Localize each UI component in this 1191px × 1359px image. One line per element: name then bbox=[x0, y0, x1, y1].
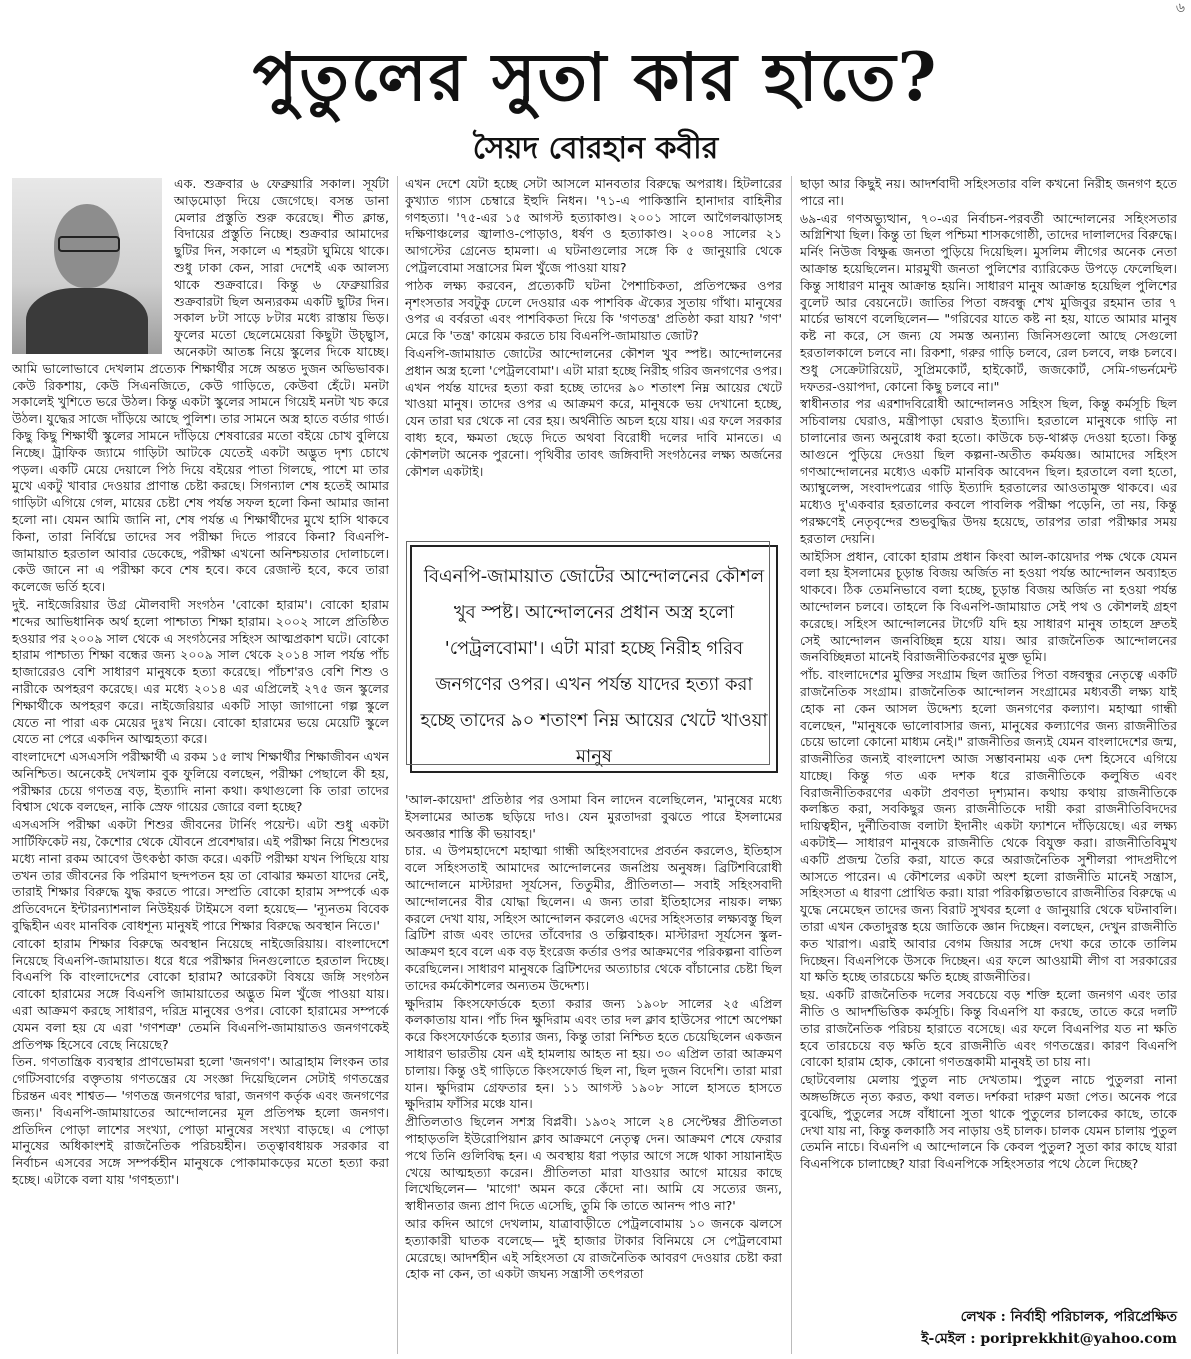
paragraph: 'আল-কায়েদা' প্রতিষ্ঠার পর ওসামা বিন লাদেন বলেছিলেন, 'মানুষের মধ্যে ইসলামের আতঙ্ক ছড়িয়ে দাও। যেন মুরতাদরা বুঝতে পারে ইসলামের অবজ্ঞার শাস্তি কী ভয়াবহ।' bbox=[405, 792, 782, 841]
paragraph: তিন. গণতান্ত্রিক ব্যবস্থার প্রাণভোমরা হলো 'জনগণ'। আব্রাহাম লিংকন তার গেটিসবার্গের বক্তৃতায় গণতন্ত্রের যে সংজ্ঞা দিয়েছিলেন সেটাই গণতন্ত্রের চিরন্তন এবং শাশ্বত— 'গণতন্ত্র জনগণের দ্বারা, জনগণ কর্তৃক এবং জনগণের জন্য।' বিএনপি-জামায়াতের আন্দোলনের মূল প্রতিপক্ষ হলো জনগণ। প্রতিদিন পোড়া লাশের সংখ্যা, পোড়া মানুষের সংখ্যা বাড়ছে। এ পোড়া মানুষের অধিকাংশই রাজনৈতিক পরিচয়হীন। তত্ত্বাবধায়ক সরকার বা নির্বাচন এসবের সঙ্গে সম্পর্কহীন মানুষকে পোকামাকড়ের মতো হত্যা করা হচ্ছে। এটাকে বলা যায় 'গণহত্যা'। bbox=[12, 1054, 389, 1188]
article-column-3 bbox=[800, 176, 1177, 1306]
author-credit: লেখক : নির্বাহী পরিচালক, পরিপ্রেক্ষিত bbox=[960, 1309, 1177, 1325]
paragraph: ছোটবেলায় মেলায় পুতুল নাচ দেখতাম। পুতুল নাচে পুতুলরা নানা অঙ্গভঙ্গিতে নৃত্য করত, কথা বলত। দর্শকরা দারুণ মজা পেত। অনেক পরে বুঝেছি, পুতুলের সঙ্গে বাঁধানো সুতা থাকে পুতুলের চালকের কাছে, তাকে দেখা যায় না, কিন্তু কলকাঠি সব নাড়ায় ওই চালক। চালক যেমন চালায় পুতুল তেমনি নাচে। বিএনপি এ আন্দোলনে কি কেবল পুতুল? সুতা কার কাছে যারা বিএনপিকে চালাচ্ছে? যারা বিএনপিকে সহিংসতার পথে ঠেলে দিচ্ছে? bbox=[800, 1072, 1177, 1172]
paragraph: আর কদিন আগে দেখলাম, যাত্রাবাড়ীতে পেট্রলবোমায় ১০ জনকে ঝলসে হত্যাকারী ঘাতক বলেছে— দুই হাজার টাকার বিনিময়ে সে পেট্রলবোমা মেরেছে। আদর্শহীন এই সহিংসতা যে রাজনৈতিক আবরণ দেওয়ার চেষ্টা করা হোক না কেন, তা একটা জঘন্য সন্ত্রাসী তৎপরতা bbox=[405, 1215, 782, 1282]
paragraph: ৬৯-এর গণঅভ্যুত্থান, ৭০-এর নির্বাচন-পরবর্তী আন্দোলনের সহিংসতার অগ্নিশিখা ছিল। কিন্তু তা ছিল পশ্চিমা শাসকগোষ্ঠী, তাদের দালালদের বিরুদ্ধে। মর্নিং নিউজ বিক্ষুব্ধ জনতা পুড়িয়ে দিয়েছিল। মুসলিম লীগের অনেক নেতা আক্রান্ত হয়েছিলেন। মারমুখী জনতা পুলিশের ব্যারিকেড উপড়ে ফেলেছিল। কিন্তু সাধারণ মানুষ আক্রান্ত হয়নি। সাধারণ মানুষ আক্রান্ত হয়েছিল পুলিশের বুলেট আর বেয়নেটে। জাতির পিতা বঙ্গবন্ধু শেখ মুজিবুর রহমান তার ৭ মার্চের ভাষণে বলেছিলেন— "গরিবের যাতে কষ্ট না হয়, যাতে আমার মানুষ কষ্ট না করে, সে জন্য যে সমস্ত অন্যান্য জিনিসগুলো আছে সেগুলো হরতালকালে চলবে না। রিকশা, গরুর গাড়ি চলবে, রেল চলবে, লঞ্চ চলবে। শুধু সেক্রেটারিয়েট, সুপ্রিমকোর্ট, হাইকোর্ট, জজকোর্ট, সেমি-গভর্নমেন্ট দফতর-ওয়াপদা, কোনো কিছু চলবে না।" bbox=[800, 210, 1177, 394]
article-column-1 bbox=[12, 176, 389, 1356]
article-column-2-bottom bbox=[405, 792, 782, 1352]
paragraph: প্রীতিলতাও ছিলেন সশস্ত্র বিপ্লবী। ১৯৩২ সালে ২৪ সেপ্টেম্বর প্রীতিলতা পাহাড়তলি ইউরোপিয়ান ক্লাব আক্রমণে নেতৃত্ব দেন। আক্রমণ শেষে ফেরার পথে তিনি গুলিবিদ্ধ হন। এ অবস্থায় ধরা পড়ার আগে সঙ্গে থাকা সায়ানাইড খেয়ে আত্মহত্যা করেন। প্রীতিলতা মারা যাওয়ার আগে মায়ের কাছে লিখেছিলেন— 'মাগো' অমন করে কেঁদো না। আমি যে সত্যের জন্য, স্বাধীনতার জন্য প্রাণ দিতে এসেছি, তুমি কি তাতে আনন্দ পাও না?' bbox=[405, 1114, 782, 1214]
column-rule bbox=[791, 176, 792, 1354]
byline: সৈয়দ বোরহান কবীর bbox=[472, 131, 719, 166]
photo-shoulders bbox=[26, 288, 148, 354]
paragraph: পাঁচ. বাংলাদেশের মুক্তির সংগ্রাম ছিল জাতির পিতা বঙ্গবন্ধুর নেতৃত্বে একটি রাজনৈতিক সংগ্রাম। রাজনৈতিক আন্দোলন সংগ্রামের মধ্যবর্তী লক্ষ্য যাই হোক না কেন আসল উদ্দেশ্য হলো জনগণের কল্যাণ। মহাত্মা গান্ধী বলেছেন, "মানুষকে ভালোবাসার জন্য, মানুষের কল্যাণের জন্য রাজনীতির চেয়ে ভালো কোনো মাধ্যম নেই।" রাজনীতির জন্যই যেমন বাংলাদেশের জন্ম, রাজনীতির জন্যই বাংলাদেশ আজ সম্ভাবনাময় এক দেশ হিসেবে এগিয়ে যাচ্ছে। কিন্তু গত এক দশক ধরে রাজনীতিকে কলুষিত এবং বিরাজনীতিকরণের একটা প্রবণতা দৃশ্যমান। কথায় কথায় রাজনীতিকে কলঙ্কিত করা, সবকিছুর জন্য রাজনীতিকে দায়ী করা রাজনীতিবিদদের দায়িত্বহীন, দুর্নীতিবাজ বলাটা ইদানীং একটা ফ্যাশনে দাঁড়িয়েছে। এর লক্ষ্য একটাই— সাধারণ মানুষকে রাজনীতি থেকে বিযুক্ত করা। রাজনীতিবিমুখ একটি প্রজন্ম তৈরি করা, যাতে করে অরাজনৈতিক সুশীলরা পাদপ্রদীপে আসতে পারেন। এ কৌশলের একটা অংশ হলো রাজনীতি মানেই সন্ত্রাস, সহিংসতা এ ধারণা প্রোথিত করা। যারা পরিকল্পিতভাবে রাজনীতির বিরুদ্ধে এ যুদ্ধে নেমেছেন তাদের জন্য বিরাট সুখবর হলো ৫ জানুয়ারি থেকে ঘটনাবলি। তারা এখন কেতাদুরস্ত হয়ে জাতিকে জ্ঞান দিচ্ছেন। বলছেন, দেখুন রাজনীতি কত খারাপ। এরাই আবার বেগম জিয়ার সঙ্গে দেখা করে তাকে তালিম দিচ্ছেন। বিএনপিকে উসকে দিচ্ছেন। এর ফলে আওয়ামী লীগ বা সরকারের যা ক্ষতি হচ্ছে তারচেয়ে ক্ষতি হচ্ছে রাজনীতির। bbox=[800, 667, 1177, 985]
paragraph: ছয়. একটি রাজনৈতিক দলের সবচেয়ে বড় শক্তি হলো জনগণ এবং তার নীতি ও আদর্শভিত্তিক কর্মসূচি। কিন্তু বিএনপি যা করছে, তাতে করে দলটি তার রাজনৈতিক পরিচয় হারাতে বসেছে। এর ফলে বিএনপির যত না ক্ষতি হবে তারচেয়ে বড় ক্ষতি হবে রাজনীতি এবং গণতন্ত্রের। কারণ বিএনপি বোকো হারাম হোক, কোনো গণতন্ত্রকামী মানুষই তা চায় না। bbox=[800, 987, 1177, 1070]
author-photo bbox=[12, 178, 162, 354]
paragraph: পাঠক লক্ষ্য করবেন, প্রত্যেকটি ঘটনা পৈশাচিকতা, প্রতিপক্ষের ওপর নৃশংসতার সবটুকু ঢেলে দেওয়ার এক পাশবিক ঐক্যের সুতায় গাঁথা। মানুষের ওপর এ বর্বরতা এবং পাশবিকতা দিয়ে কি 'গণতন্ত্র' প্রতিষ্ঠা করা যায়? 'গণ' মেরে কি 'তন্ত্র' কায়েম করতে চায় বিএনপি-জামায়াত জোট? bbox=[405, 277, 782, 344]
page-corner-mark: ৬ bbox=[1175, 0, 1185, 16]
paragraph: বিএনপি-জামায়াত জোটের আন্দোলনের কৌশল খুব স্পষ্ট। আন্দোলনের প্রধান অস্ত্র হলো 'পেট্রলবোমা'। এটা মারা হচ্ছে নিরীহ গরিব জনগণের ওপর। এখন পর্যন্ত যাদের হত্যা করা হচ্ছে তাদের ৯০ শতাংশ নিম্ন আয়ের খেটে খাওয়া মানুষ। তাদের ওপর এ আক্রমণ করে, মানুষকে ভয় দেখানো হচ্ছে, যেন তারা ঘর থেকে না বের হয়। অর্থনীতি অচল হয়ে যায়। এর ফলে সরকার বাধ্য হবে, ক্ষমতা ছেড়ে দিতে অথবা বিরোধী দলের দাবি মানতে। এ কৌশলটা অনেক পুরনো। পৃথিবীর তাবৎ জঙ্গিবাদী সংগঠনের লক্ষ্য অর্জনের কৌশল একটাই। bbox=[405, 345, 782, 479]
photo-glasses bbox=[58, 236, 120, 252]
paragraph: স্বাধীনতার পর এরশাদবিরোধী আন্দোলনও সহিংস ছিল, কিন্তু কর্মসূচি ছিল সচিবালয় ঘেরাও, মন্ত্রীপাড়া ঘেরাও ইত্যাদি। হরতালে মানুষকে গাড়ি না চালানোর জন্য অনুরোধ করা হতো। কাউকে চড়-থাপ্পড় দেওয়া হতো। কিন্তু আগুনে পুড়িয়ে দেওয়া ছিল কল্পনা-অতীত কর্মযজ্ঞ। আমাদের সহিংস গণআন্দোলনের মধ্যেও একটি মানবিক আবেদন ছিল। হরতালে বলা হতো, অ্যাম্বুলেন্স, সংবাদপত্রের গাড়ি ইত্যাদি হরতালের আওতামুক্ত থাকবে। এর মধ্যেও দু'একবার হরতালের কবলে পাবলিক পরীক্ষা পড়েনি, তা নয়, কিন্তু পরক্ষণেই নেতৃবৃন্দের শুভবুদ্ধির উদয় হয়েছে, তারপর তারা পরীক্ষার সময় হরতাল দেয়নি। bbox=[800, 396, 1177, 546]
paragraph: ক্ষুদিরাম কিংসফোর্ডকে হত্যা করার জন্য ১৯০৮ সালের ২৫ এপ্রিল কলকাতায় যান। পাঁচ দিন ক্ষুদিরাম এবং তার দল ক্লাব হাউসের পাশে অপেক্ষা করে কিংসফোর্ডকে হত্যার জন্য, কিন্তু তারা নিশ্চিত হতে চেয়েছিলেন একজন সাধারণ ভারতীয় যেন এই হামলায় আহত না হয়। ৩০ এপ্রিল তারা আক্রমণ চালায়। কিন্তু ওই গাড়িতে কিংসফোর্ড ছিল না, ছিল দুজন বিদেশি। তারা মারা যান। ক্ষুদিরাম গ্রেফতার হন। ১১ আগস্ট ১৯০৮ সালে হাসতে হাসতে ক্ষুদিরাম ফাঁসির মঞ্চে যান। bbox=[405, 995, 782, 1112]
headline: পুতুলের সুতা কার হাতে? bbox=[252, 38, 939, 116]
paragraph: এসএসসি পরীক্ষা একটা শিশুর জীবনের টার্নিং পয়েন্ট। এটা শুধু একটা সার্টিফিকেট নয়, কৈশোর থেকে যৌবনে প্রবেশদ্বার। এই পরীক্ষা নিয়ে শিশুদের মধ্যে নানা রকম আবেগ উৎকণ্ঠা কাজ করে। একটি পরীক্ষা যখন পিছিয়ে যায় তখন তার জীবনের কি পরিমাণ ছন্দপতন হয় তা বোঝার ক্ষমতা যাদের নেই, তারাই শিক্ষার বিরুদ্ধে যুদ্ধ করতে পারে। সম্প্রতি বোকো হারাম সম্পর্কে এক প্রতিবেদনে ইন্টারন্যাশনাল নিউইয়র্ক টাইমসে বলা হয়েছে— 'ন্যূনতম বিবেক বুদ্ধিহীন এবং মানবিক বোধশূন্য মানুষই পারে শিক্ষার বিরুদ্ধে অবস্থান নিতে।' bbox=[12, 817, 389, 934]
pull-quote bbox=[410, 545, 778, 773]
paragraph: আইসিস প্রধান, বোকো হারাম প্রধান কিংবা আল-কায়েদার পক্ষ থেকে যেমন বলা হয় ইসলামের চূড়ান্ত বিজয় অর্জিত না হওয়া পর্যন্ত আন্দোলন অব্যাহত থাকবে। ঠিক তেমনিভাবে বলা হচ্ছে, চূড়ান্ত বিজয় অর্জিত না হওয়া পর্যন্ত আন্দোলন চলবে। তাহলে কি বিএনপি-জামায়াত সেই পথ ও কৌশলই গ্রহণ করেছে। সহিংস আন্দোলনের টার্গেট যদি হয় সাধারণ মানুষ তাহলে দ্রুতই সেই আন্দোলন জনবিচ্ছিন্ন হয়ে যায়। আর রাজনৈতিক আন্দোলনের জনবিচ্ছিন্নতা মানেই বিরাজনীতিকরণের মুক্ত ভূমি। bbox=[800, 548, 1177, 665]
article-column-2-top bbox=[405, 176, 782, 528]
paragraph: দুই. নাইজেরিয়ার উগ্র মৌলবাদী সংগঠন 'বোকো হারাম'। বোকো হারাম শব্দের আভিধানিক অর্থ হলো পাশ্চাত্য শিক্ষা হারাম। ২০০২ সালে প্রতিষ্ঠিত হওয়ার পর ২০০৯ সাল থেকে এ সংগঠনের সহিংস আত্মপ্রকাশ ঘটে। বোকো হারাম পাশ্চাত্য শিক্ষা বন্ধের জন্য ২০০৯ সাল থেকে ২০১৪ সাল পর্যন্ত পাঁচ হাজারেরও বেশি সাধারণ মানুষকে হত্যা করেছে। পাঁচশ'রও বেশি শিশু ও নারীকে অপহরণ করেছে। এর মধ্যে ২০১৪ এর এপ্রিলেই ২৭৫ জন স্কুলের শিক্ষার্থীকে অপহরণ করে। নাইজেরিয়ার একটি সাড়া জাগানো গল্প স্কুলে যেতে না পারা এক মেয়ের দুঃখ নিয়ে। বোকো হারামের ভয়ে মেয়েটি স্কুলে যেতে না পেরে একদিন আত্মহত্যা করে। bbox=[12, 596, 389, 747]
paragraph: ছাড়া আর কিছুই নয়। আদর্শবাদী সহিংসতার বলি কখনো নিরীহ জনগণ হতে পারে না। bbox=[800, 176, 1177, 208]
column-rule bbox=[397, 176, 398, 1354]
paragraph: বোকো হারাম শিক্ষার বিরুদ্ধে অবস্থান নিয়েছে নাইজেরিয়ায়। বাংলাদেশে নিয়েছে বিএনপি-জামায়াত। ধরে ধরে পরীক্ষার দিনগুলোতে হরতাল দিচ্ছে। বিএনপি কি বাংলাদেশের বোকো হারাম? আরেকটা বিষয়ে জঙ্গি সংগঠন বোকো হারামের সঙ্গে বিএনপি জামায়াতের অদ্ভুত মিল খুঁজে পাওয়া যায়। এরা আক্রমণ করছে সাধারণ, দরিদ্র মানুষের ওপর। বোকো হারামের সম্পর্কে যেমন বলা হয় যে এরা 'গণশত্রু' তেমনি বিএনপি-জামায়াতও জনগণকেই প্রতিপক্ষ হিসেবে বেছে নিয়েছে? bbox=[12, 935, 389, 1052]
pull-quote-text: বিএনপি-জামায়াত জোটের আন্দোলনের কৌশল খুব স্পষ্ট। আন্দোলনের প্রধান অস্ত্র হলো 'পেট্রলবোমা'। এটা মারা হচ্ছে নিরীহ গরিব জনগণের ওপর। এখন পর্যন্ত যাদের হত্যা করা হচ্ছে তাদের ৯০ শতাংশ নিম্ন আয়ের খেটে খাওয়া মানুষ bbox=[420, 566, 768, 767]
paragraph: বাংলাদেশে এসএসসি পরীক্ষার্থী এ রকম ১৫ লাখ শিক্ষার্থীর শিক্ষাজীবন এখন অনিশ্চিত। অনেকেই দেখলাম বুক ফুলিয়ে বলছেন, পরীক্ষা পেছালে কী হয়, পরীক্ষার চেয়ে গণতন্ত্র বড়, ইত্যাদি নানা কথা। কথাগুলো কি তারা তাদের বিশ্বাস থেকে বলছেন, নাকি স্রেফ গায়ের জোরে বলা হচ্ছে? bbox=[12, 749, 389, 815]
paragraph: এক. শুক্রবার ৬ ফেব্রুয়ারি সকাল। সূর্যটা আড়মোড়া দিয়ে জেগেছে। বসন্ত ডানা মেলার প্রস্তুতি শুরু করেছে। শীত ক্লান্ত, বিদায়ের প্রস্তুতি নিচ্ছে। শুক্রবার আমাদের ছুটির দিন, সকালে এ শহরটা ঘুমিয়ে থাকে। শুধু ঢাকা কেন, সারা দেশেই এক আলস্য থাকে শুক্রবারে। কিন্তু ৬ ফেব্রুয়ারির শুক্রবারটা ছিল অন্যরকম একটি ছুটির দিন। সকাল ৮টা সাড়ে ৮টার মধ্যে রাস্তায় ভিড়। ফুলের মতো ছেলেমেয়েরা কিছুটা উচ্ছ্বাস, অনেকটা আতঙ্ক নিয়ে স্কুলের দিকে যাচ্ছে। আমি ভালোভাবে দেখলাম প্রত্যেক শিক্ষার্থীর সঙ্গে অন্তত দুজন অভিভাবক। কেউ রিকশায়, কেউ সিএনজিতে, কেউ গাড়িতে, কেউবা হেঁটে। মনটা সকালেই খুশিতে ভরে উঠল। কিন্তু একটা স্কুলের সামনে গিয়েই মনটা খচ করে উঠল। যুদ্ধের সাজে দাঁড়িয়ে আছে পুলিশ। তার সামনে অস্ত্র হাতে বর্ডার গার্ড। কিছু কিছু শিক্ষার্থী স্কুলের সামনে দাঁড়িয়ে শেষবারের মতো বইয়ে চোখ বুলিয়ে নিচ্ছে। ট্রাফিক জ্যামে গাড়িটা আটকে যেতেই একটা অদ্ভুত দৃশ্য চোখে পড়ল। একটি মেয়ে দেয়ালে পিঠ দিয়ে বইয়ের পাতা গিলছে, পাশে মা তার মুখে একটু খাবার দেওয়ার প্রাণান্ত চেষ্টা করছে। সিগন্যাল শেষ হতেই আমার গাড়িটা এগিয়ে গেল, মায়ের চেষ্টা শেষ পর্যন্ত সফল হলো কিনা আমার জানা হলো না। যেমন আমি জানি না, শেষ পর্যন্ত এ শিক্ষার্থীদের মুখে হাসি থাকবে কিনা, তারা নির্বিঘ্নে তাদের সব পরীক্ষা দিতে পারবে কিনা? বিএনপি-জামায়াত হরতাল আবার ডেকেছে, পরীক্ষা এখনো অনিশ্চয়তার দোলাচলে। কেউ জানে না এ পরীক্ষা কবে শেষ হবে। কবে রেজাল্ট হবে, কবে তারা কলেজে ভর্তি হবে। bbox=[12, 176, 389, 595]
paragraph: এখন দেশে যেটা হচ্ছে সেটা আসলে মানবতার বিরুদ্ধে অপরাধ। হিটলারের কুখ্যাত গ্যাস চেম্বারে ইহুদি নিধন। '৭১-এ পাকিস্তানি হানাদার বাহিনীর গণহত্যা। '৭৫-এর ১৫ আগস্ট হত্যাকাণ্ড। ২০০১ সালে আগৈলঝাড়াসহ দক্ষিণাঞ্চলের জ্বালাও-পোড়াও, ধর্ষণ ও হত্যাকাণ্ড। ২০০৪ সালের ২১ আগস্টের গ্রেনেড হামলা। এ ঘটনাগুলোর সঙ্গে কি ৫ জানুয়ারি থেকে পেট্রলবোমা সন্ত্রাসের মিল খুঁজে পাওয়া যায়? bbox=[405, 176, 782, 275]
author-email: ই-মেইল : poriprekkhit@yahoo.com bbox=[921, 1331, 1177, 1347]
paragraph: চার. এ উপমহাদেশে মহাত্মা গান্ধী অহিংসবাদের প্রবর্তন করলেও, ইতিহাস বলে সহিংসতাই আমাদের আন্দোলনের জনপ্রিয় অনুষঙ্গ। ব্রিটিশবিরোধী আন্দোলনে মাস্টারদা সূর্যসেন, তিতুমীর, প্রীতিলতা— সবাই সহিংসবাদী আন্দোলনের বীর যোদ্ধা ছিলেন। এ জন্য তারা ইতিহাসের নায়ক। লক্ষ্য করলে দেখা যায়, সহিংস আন্দোলন করলেও এদের সহিংসতার লক্ষ্যবস্তু ছিল ব্রিটিশ রাজ এবং তাদের তাঁবেদার ও তল্পিবাহক। মাস্টারদা সূর্যসেন স্কুল-আক্রমণ হবে বলে এক বড় ইংরেজ কর্তার ওপর আক্রমণের পরিকল্পনা বাতিল করেছিলেন। সাধারণ মানুষকে ব্রিটিশদের অত্যাচার থেকে বাঁচানোর চেষ্টা ছিল তাদের কর্মকৌশলের অন্যতম উদ্দেশ্য। bbox=[405, 843, 782, 993]
